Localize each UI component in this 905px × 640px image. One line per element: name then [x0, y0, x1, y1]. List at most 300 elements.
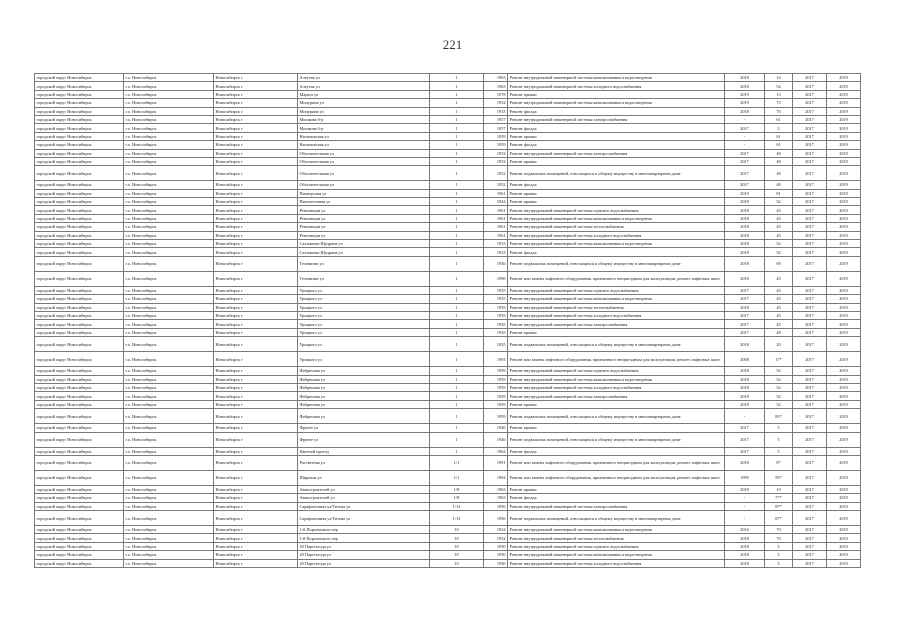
locality-cell: Новосибирск г — [214, 141, 298, 149]
locality-cell: Новосибирск г — [214, 90, 298, 98]
street-cell: Фабричная ул — [298, 383, 430, 391]
period-end-cell: 2019 — [827, 303, 861, 311]
district-cell: городской округ Новосибирск — [35, 149, 124, 157]
settlement-cell: г.о. Новосибирск — [124, 271, 214, 286]
period-start-cell: 2017 — [793, 494, 827, 502]
house-cell: 10 — [430, 542, 484, 550]
house-cell: 1/8 — [430, 485, 484, 493]
settlement-cell: г.о. Новосибирск — [124, 303, 214, 311]
period-end-cell: 2019 — [827, 82, 861, 90]
settlement-cell: г.о. Новосибирск — [124, 367, 214, 375]
district-cell: городской округ Новосибирск — [35, 99, 124, 107]
period-end-cell: 2019 — [827, 214, 861, 222]
table-row — [35, 400, 861, 408]
district-cell: городской округ Новосибирск — [35, 189, 124, 197]
house-cell: 1 — [430, 74, 484, 82]
last-repair-year-cell: 2018 — [725, 231, 765, 239]
build-year-cell: 1957 — [484, 115, 508, 123]
district-cell: городской округ Новосибирск — [35, 206, 124, 214]
period-start-cell: 2017 — [793, 470, 827, 485]
locality-cell: Новосибирск г — [214, 511, 298, 526]
table-row — [35, 115, 861, 123]
period-start-cell: 2017 — [793, 206, 827, 214]
table-row — [35, 248, 861, 256]
street-cell: Сарафоновича ул/Титова ул — [298, 511, 430, 526]
build-year-cell: 1957 — [484, 124, 508, 132]
period-end-cell: 2019 — [827, 526, 861, 534]
period-start-cell: 2017 — [793, 115, 827, 123]
house-cell: 10 — [430, 526, 484, 534]
district-cell: городской округ Новосибирск — [35, 470, 124, 485]
period-start-cell: 2017 — [793, 542, 827, 550]
build-year-cell: 1935 — [484, 320, 508, 328]
build-year-cell: 1959 — [484, 132, 508, 140]
settlement-cell: г.о. Новосибирск — [124, 157, 214, 165]
build-year-cell: 1952 — [484, 181, 508, 189]
build-year-cell: 1935 — [484, 303, 508, 311]
period-start-cell: 2017 — [793, 367, 827, 375]
table-row — [35, 470, 861, 485]
table-row — [35, 99, 861, 107]
period-end-cell: 2019 — [827, 534, 861, 542]
work-type-cell: Ремонт крыши — [508, 132, 725, 140]
district-cell: городской округ Новосибирск — [35, 303, 124, 311]
settlement-cell: г.о. Новосибирск — [124, 526, 214, 534]
district-cell: городской округ Новосибирск — [35, 526, 124, 534]
settlement-cell: г.о. Новосибирск — [124, 337, 214, 352]
work-type-cell: Ремонт крыши — [508, 90, 725, 98]
amount-cell: 45 — [765, 223, 793, 231]
district-cell: городской округ Новосибирск — [35, 198, 124, 206]
amount-cell: 45 — [765, 231, 793, 239]
period-end-cell: 2019 — [827, 424, 861, 432]
house-cell: 1 — [430, 166, 484, 181]
build-year-cell: 1952 — [484, 149, 508, 157]
amount-cell: 61 — [765, 115, 793, 123]
street-cell: Урицкого ул — [298, 311, 430, 319]
house-cell: 1 — [430, 181, 484, 189]
district-cell: городской округ Новосибирск — [35, 511, 124, 526]
build-year-cell: 1932 — [484, 99, 508, 107]
build-year-cell: 1952 — [484, 157, 508, 165]
last-repair-year-cell: 2019 — [725, 90, 765, 98]
build-year-cell: 1959 — [484, 367, 508, 375]
amount-cell: 61 — [765, 141, 793, 149]
settlement-cell: г.о. Новосибирск — [124, 149, 214, 157]
street-cell: Мошкова б-р — [298, 115, 430, 123]
last-repair-year-cell: 2018 — [725, 214, 765, 222]
amount-cell: 52 — [765, 383, 793, 391]
table-row — [35, 375, 861, 383]
last-repair-year-cell: 2018 — [725, 367, 765, 375]
settlement-cell: г.о. Новосибирск — [124, 383, 214, 391]
build-year-cell: 1956 — [484, 511, 508, 526]
house-cell: 1 — [430, 311, 484, 319]
work-type-cell: Ремонт внутридомовой инженерной системы холодного водоснабжения — [508, 231, 725, 239]
locality-cell: Новосибирск г — [214, 485, 298, 493]
last-repair-year-cell: 2017 — [725, 311, 765, 319]
amount-cell: 54 — [765, 82, 793, 90]
table-row — [35, 534, 861, 542]
amount-cell: 48 — [765, 166, 793, 181]
settlement-cell: г.о. Новосибирск — [124, 166, 214, 181]
district-cell: городской округ Новосибирск — [35, 132, 124, 140]
build-year-cell: 1963 — [484, 82, 508, 90]
house-cell: 10 — [430, 551, 484, 559]
period-start-cell: 2017 — [793, 526, 827, 534]
settlement-cell: г.о. Новосибирск — [124, 295, 214, 303]
amount-cell: 45 — [765, 271, 793, 286]
locality-cell: Новосибирск г — [214, 559, 298, 567]
settlement-cell: г.о. Новосибирск — [124, 400, 214, 408]
district-cell: городской округ Новосибирск — [35, 337, 124, 352]
last-repair-year-cell: 2018 — [725, 198, 765, 206]
period-end-cell: 2019 — [827, 551, 861, 559]
district-cell: городской округ Новосибирск — [35, 107, 124, 115]
last-repair-year-cell: 2017 — [725, 432, 765, 447]
build-year-cell: 1950 — [484, 559, 508, 567]
table-row — [35, 157, 861, 165]
period-end-cell: 2019 — [827, 295, 861, 303]
district-cell: городской округ Новосибирск — [35, 542, 124, 550]
table-row — [35, 286, 861, 294]
amount-cell: 52 — [765, 400, 793, 408]
period-start-cell: 2017 — [793, 74, 827, 82]
table-row — [35, 320, 861, 328]
work-type-cell: Ремонт фасада — [508, 124, 725, 132]
settlement-cell: г.о. Новосибирск — [124, 485, 214, 493]
work-type-cell: Ремонт внутридомовой инженерной системы электроснабжения — [508, 502, 725, 510]
table-row — [35, 198, 861, 206]
locality-cell: Новосибирск г — [214, 157, 298, 165]
settlement-cell: г.о. Новосибирск — [124, 542, 214, 550]
table-row — [35, 303, 861, 311]
period-end-cell: 2019 — [827, 470, 861, 485]
period-end-cell: 2019 — [827, 392, 861, 400]
build-year-cell: 1956 — [484, 502, 508, 510]
street-cell: Революции ул — [298, 223, 430, 231]
district-cell: городской округ Новосибирск — [35, 485, 124, 493]
locality-cell: Новосибирск г — [214, 470, 298, 485]
street-cell: Пятилеточная ул — [298, 198, 430, 206]
period-end-cell: 2019 — [827, 240, 861, 248]
period-end-cell: 2019 — [827, 432, 861, 447]
street-cell: Урицкого ул — [298, 303, 430, 311]
period-end-cell: 2019 — [827, 494, 861, 502]
street-cell: Фрунзе ул — [298, 432, 430, 447]
amount-cell: 14 — [765, 74, 793, 82]
period-end-cell: 2019 — [827, 328, 861, 336]
district-cell: городской округ Новосибирск — [35, 424, 124, 432]
settlement-cell: г.о. Новосибирск — [124, 115, 214, 123]
build-year-cell: 1961 — [484, 223, 508, 231]
locality-cell: Новосибирск г — [214, 494, 298, 502]
street-cell: 20 Партсъезда ул — [298, 559, 430, 567]
work-type-cell: Ремонт фасада — [508, 494, 725, 502]
street-cell: Обогатительная ул — [298, 166, 430, 181]
period-end-cell: 2019 — [827, 367, 861, 375]
build-year-cell: 1935 — [484, 328, 508, 336]
table-row — [35, 223, 861, 231]
amount-cell: 3 — [765, 551, 793, 559]
street-cell: Обогатительная ул — [298, 157, 430, 165]
street-cell: Авиастроителей ул — [298, 485, 430, 493]
amount-cell: 52 — [765, 392, 793, 400]
work-type-cell: Ремонт внутридомовой инженерной системы электроснабжения — [508, 149, 725, 157]
work-type-cell: Ремонт внутридомовой инженерной системы теплоснабжения — [508, 534, 725, 542]
build-year-cell: 1933 — [484, 240, 508, 248]
district-cell: городской округ Новосибирск — [35, 383, 124, 391]
build-year-cell: 1946 — [484, 432, 508, 447]
locality-cell: Новосибирск г — [214, 82, 298, 90]
settlement-cell: г.о. Новосибирск — [124, 90, 214, 98]
table-row — [35, 231, 861, 239]
table-row — [35, 166, 861, 181]
period-end-cell: 2019 — [827, 231, 861, 239]
house-cell: 1 — [430, 432, 484, 447]
street-cell: Пионерская ул — [298, 189, 430, 197]
build-year-cell: 1932 — [484, 534, 508, 542]
district-cell: городской округ Новосибирск — [35, 559, 124, 567]
build-year-cell: 1963 — [484, 74, 508, 82]
amount-cell: 52 — [765, 240, 793, 248]
street-cell: Урицкого ул — [298, 352, 430, 367]
district-cell: городской округ Новосибирск — [35, 248, 124, 256]
period-end-cell: 2019 — [827, 383, 861, 391]
house-cell: 1 — [430, 240, 484, 248]
locality-cell: Новосибирск г — [214, 502, 298, 510]
work-type-cell: Ремонт крыши — [508, 424, 725, 432]
locality-cell: Новосибирск г — [214, 432, 298, 447]
district-cell: городской округ Новосибирск — [35, 375, 124, 383]
last-repair-year-cell: 2018 — [725, 303, 765, 311]
period-start-cell: 2017 — [793, 157, 827, 165]
build-year-cell: 1935 — [484, 337, 508, 352]
last-repair-year-cell: 2017 — [725, 166, 765, 181]
settlement-cell: г.о. Новосибирск — [124, 352, 214, 367]
amount-cell: 45 — [765, 286, 793, 294]
period-end-cell: 2019 — [827, 124, 861, 132]
work-type-cell: Ремонт подвальных помещений, относящихся к общему имуществу в многоквартирном доме — [508, 256, 725, 271]
house-cell: 1 — [430, 383, 484, 391]
district-cell: городской округ Новосибирск — [35, 352, 124, 367]
locality-cell: Новосибирск г — [214, 124, 298, 132]
locality-cell: Новосибирск г — [214, 392, 298, 400]
period-start-cell: 2017 — [793, 141, 827, 149]
last-repair-year-cell: 2019 — [725, 99, 765, 107]
amount-cell: 45 — [765, 214, 793, 222]
street-cell: Сарафоновича ул/Титова ул — [298, 502, 430, 510]
build-year-cell: 1935 — [484, 311, 508, 319]
work-type-cell: Ремонт или замена лифтового оборудования, признанного непригодным для эксплуатации, ремонт лифтовых шахт — [508, 470, 725, 485]
period-start-cell: 2017 — [793, 99, 827, 107]
build-year-cell: 1963 — [484, 494, 508, 502]
build-year-cell: 1946 — [484, 424, 508, 432]
last-repair-year-cell: 2018 — [725, 542, 765, 550]
work-type-cell: Ремонт внутридомовой инженерной системы холодного водоснабжения — [508, 383, 725, 391]
amount-cell: 52 — [765, 248, 793, 256]
house-cell: 1 — [430, 206, 484, 214]
last-repair-year-cell: 2017 — [725, 157, 765, 165]
house-cell: 1 — [430, 286, 484, 294]
locality-cell: Новосибирск г — [214, 198, 298, 206]
locality-cell: Новосибирск г — [214, 337, 298, 352]
locality-cell: Новосибирск г — [214, 149, 298, 157]
house-cell: 1 — [430, 352, 484, 367]
amount-cell: 45 — [765, 311, 793, 319]
work-type-cell: Ремонт или замена лифтового оборудования, признанного непригодным для эксплуатации, ремонт лифтовых шахт — [508, 352, 725, 367]
settlement-cell: г.о. Новосибирск — [124, 240, 214, 248]
locality-cell: Новосибирск г — [214, 400, 298, 408]
house-cell: 1 — [430, 149, 484, 157]
amount-cell: 77* — [765, 494, 793, 502]
last-repair-year-cell: 2018 — [725, 455, 765, 470]
district-cell: городской округ Новосибирск — [35, 494, 124, 502]
period-end-cell: 2019 — [827, 166, 861, 181]
amount-cell: 61 — [765, 132, 793, 140]
table-row — [35, 82, 861, 90]
last-repair-year-cell: 2008 — [725, 352, 765, 367]
work-type-cell: Ремонт фасада — [508, 141, 725, 149]
last-repair-year-cell: 2018 — [725, 256, 765, 271]
locality-cell: Новосибирск г — [214, 375, 298, 383]
street-cell: Урицкого ул — [298, 320, 430, 328]
period-start-cell: 2017 — [793, 559, 827, 567]
house-cell: 1 — [430, 141, 484, 149]
street-cell: Фрунзе ул — [298, 424, 430, 432]
period-start-cell: 2017 — [793, 271, 827, 286]
street-cell: Рассветная ул — [298, 455, 430, 470]
house-cell: 1 — [430, 214, 484, 222]
page-number: 221 — [442, 37, 463, 52]
period-start-cell: 2017 — [793, 352, 827, 367]
district-cell: городской округ Новосибирск — [35, 124, 124, 132]
house-cell: 1/8 — [430, 494, 484, 502]
period-end-cell: 2019 — [827, 511, 861, 526]
street-cell: Нахимовская ул — [298, 132, 430, 140]
amount-cell: 73 — [765, 99, 793, 107]
amount-cell: 45 — [765, 206, 793, 214]
amount-cell: 69 — [765, 256, 793, 271]
period-start-cell: 2017 — [793, 149, 827, 157]
settlement-cell: г.о. Новосибирск — [124, 328, 214, 336]
build-year-cell: 1962 — [484, 447, 508, 455]
work-type-cell: Ремонт внутридомовой инженерной системы канализования и водоотведения — [508, 375, 725, 383]
locality-cell: Новосибирск г — [214, 214, 298, 222]
amount-cell: 70 — [765, 534, 793, 542]
last-repair-year-cell: - — [725, 494, 765, 502]
period-start-cell: 2017 — [793, 392, 827, 400]
street-cell: Мошкова б-р — [298, 124, 430, 132]
house-cell: 1 — [430, 189, 484, 197]
work-type-cell: Ремонт крыши — [508, 400, 725, 408]
last-repair-year-cell: 2018 — [725, 337, 765, 352]
settlement-cell: г.о. Новосибирск — [124, 206, 214, 214]
locality-cell: Новосибирск г — [214, 551, 298, 559]
house-cell: 1 — [430, 107, 484, 115]
period-start-cell: 2017 — [793, 409, 827, 424]
house-cell: 1 — [430, 320, 484, 328]
locality-cell: Новосибирск г — [214, 328, 298, 336]
period-start-cell: 2017 — [793, 502, 827, 510]
locality-cell: Новосибирск г — [214, 455, 298, 470]
house-cell: 1 — [430, 90, 484, 98]
table-row — [35, 141, 861, 149]
settlement-cell: г.о. Новосибирск — [124, 409, 214, 424]
settlement-cell: г.о. Новосибирск — [124, 375, 214, 383]
district-cell: городской округ Новосибирск — [35, 328, 124, 336]
district-cell: городской округ Новосибирск — [35, 115, 124, 123]
settlement-cell: г.о. Новосибирск — [124, 214, 214, 222]
last-repair-year-cell: 1995 — [725, 470, 765, 485]
amount-cell: 70 — [765, 107, 793, 115]
district-cell: городской округ Новосибирск — [35, 311, 124, 319]
table-row — [35, 189, 861, 197]
period-end-cell: 2019 — [827, 409, 861, 424]
build-year-cell: 1963 — [484, 485, 508, 493]
work-type-cell: Ремонт фасада — [508, 181, 725, 189]
locality-cell: Новосибирск г — [214, 534, 298, 542]
period-end-cell: 2019 — [827, 559, 861, 567]
locality-cell: Новосибирск г — [214, 248, 298, 256]
district-cell: городской округ Новосибирск — [35, 400, 124, 408]
amount-cell: 45 — [765, 320, 793, 328]
locality-cell: Новосибирск г — [214, 115, 298, 123]
district-cell: городской округ Новосибирск — [35, 551, 124, 559]
table-row — [35, 432, 861, 447]
settlement-cell: г.о. Новосибирск — [124, 392, 214, 400]
district-cell: городской округ Новосибирск — [35, 392, 124, 400]
period-start-cell: 2017 — [793, 132, 827, 140]
locality-cell: Новосибирск г — [214, 189, 298, 197]
house-cell: 1/13 — [430, 502, 484, 510]
settlement-cell: г.о. Новосибирск — [124, 107, 214, 115]
last-repair-year-cell: 2018 — [725, 240, 765, 248]
settlement-cell: г.о. Новосибирск — [124, 455, 214, 470]
period-start-cell: 2017 — [793, 82, 827, 90]
work-type-cell: Ремонт крыши — [508, 485, 725, 493]
work-type-cell: Ремонт крыши — [508, 328, 725, 336]
amount-cell: 13 — [765, 90, 793, 98]
last-repair-year-cell: 2017 — [725, 181, 765, 189]
district-cell: городской округ Новосибирск — [35, 320, 124, 328]
period-start-cell: 2017 — [793, 511, 827, 526]
amount-cell: 45 — [765, 295, 793, 303]
amount-cell: 48 — [765, 149, 793, 157]
house-cell: 10 — [430, 534, 484, 542]
build-year-cell: 1936 — [484, 256, 508, 271]
street-cell: Фабричная ул — [298, 375, 430, 383]
build-year-cell: 1950 — [484, 542, 508, 550]
street-cell: 1-й Порхомского пер — [298, 526, 430, 534]
settlement-cell: г.о. Новосибирск — [124, 132, 214, 140]
locality-cell: Новосибирск г — [214, 303, 298, 311]
build-year-cell: 1994 — [484, 470, 508, 485]
work-type-cell: Ремонт подвальных помещений, относящихся к общему имуществу в многоквартирном доме — [508, 166, 725, 181]
period-end-cell: 2019 — [827, 375, 861, 383]
table-row — [35, 124, 861, 132]
build-year-cell: 1959 — [484, 141, 508, 149]
amount-cell: 48 — [765, 181, 793, 189]
locality-cell: Новосибирск г — [214, 409, 298, 424]
district-cell: городской округ Новосибирск — [35, 223, 124, 231]
settlement-cell: г.о. Новосибирск — [124, 99, 214, 107]
street-cell: Телевизии ул — [298, 256, 430, 271]
period-start-cell: 2017 — [793, 534, 827, 542]
table-row — [35, 328, 861, 336]
work-type-cell: Ремонт внутридомовой инженерной системы канализования и водоотведения — [508, 526, 725, 534]
locality-cell: Новосибирск г — [214, 256, 298, 271]
